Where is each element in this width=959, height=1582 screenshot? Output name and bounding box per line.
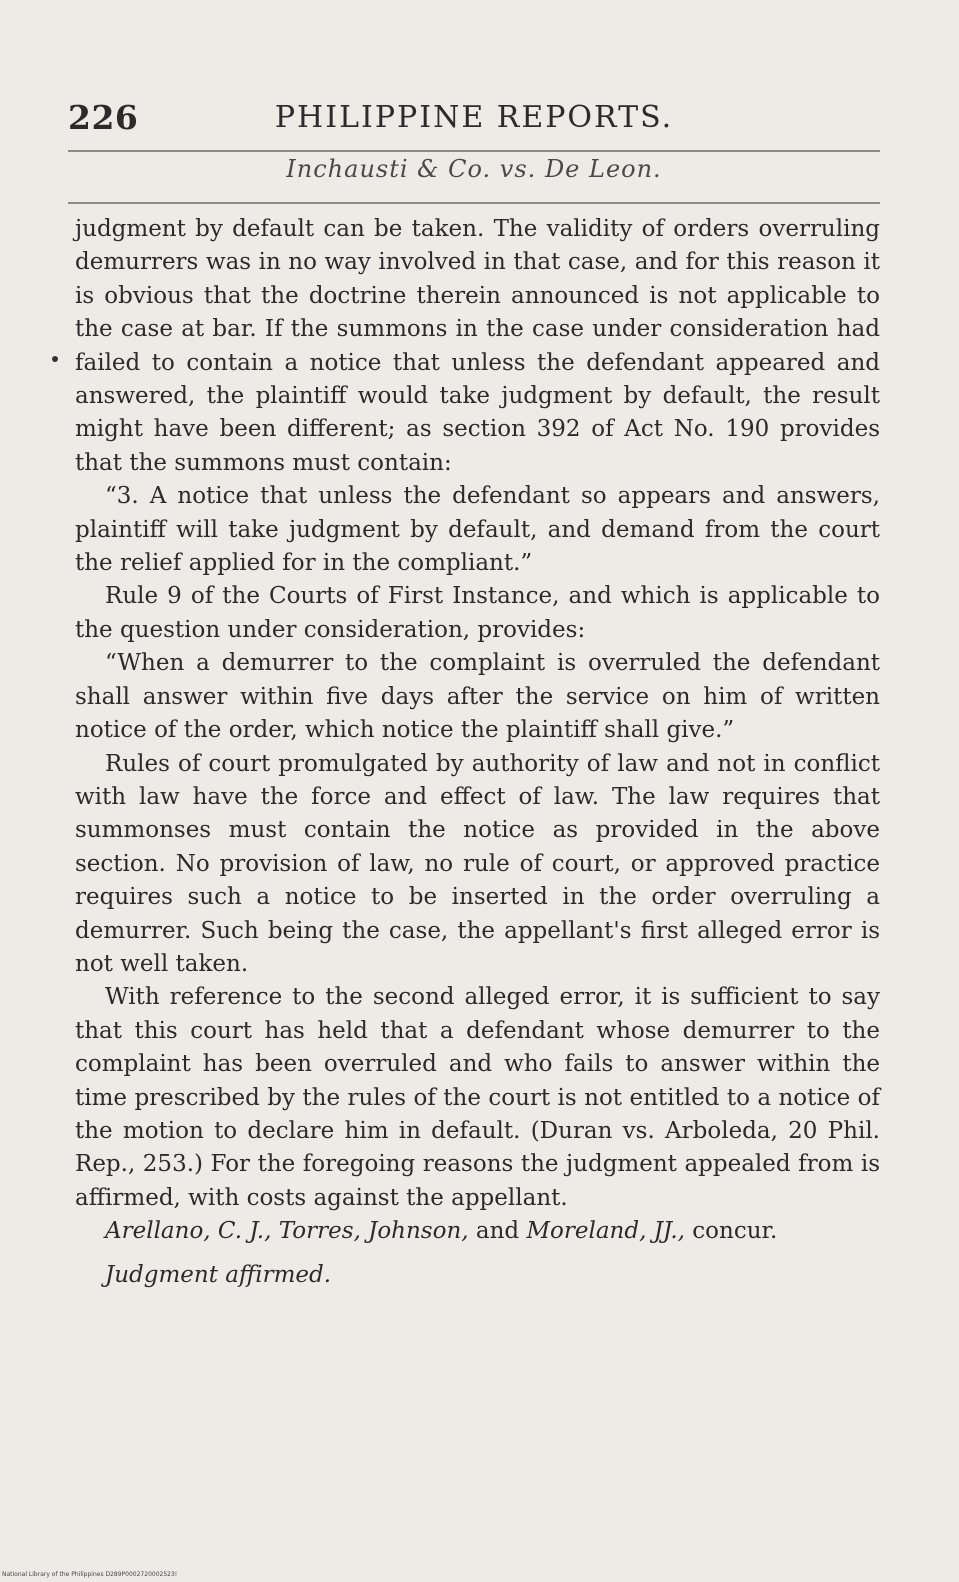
- margin-mark: [52, 356, 58, 362]
- scan-footer-note: National Library of the Philippines D289P0002720002523!: [2, 1571, 178, 1578]
- header-rule-top: [68, 150, 880, 152]
- page-number: 226: [68, 98, 139, 137]
- paragraph-continuation: judgment by default can be taken. The validity of orders overruling demurrers was in no way involved in that case, and for this reason it is obvious that the doctrine therein announced is not applicable to the case at bar. If the summons in the case under consideration had failed to contain a notice that unless the defendant appeared and answered, the plaintiff would take judgment by default, the result might have been different; as section 392 of Act No. 190 provides that the summons must contain:: [75, 216, 880, 476]
- header-rule-bottom: [68, 202, 880, 204]
- concurring-justice-last: Moreland, JJ.,: [526, 1218, 685, 1245]
- quoted-rule: “When a demurrer to the complaint is overruled the defendant shall answer within five days after the service on him of written notice of the order, which notice the plaintiff shall give.”: [75, 650, 880, 744]
- concur-and: and: [468, 1218, 527, 1245]
- concur-word: concur.: [692, 1218, 778, 1245]
- body-text: [75, 213, 880, 1292]
- quoted-statute: “3. A notice that unless the defendant so appears and answers, plaintiff will take judgment by default, and demand from the court the relief applied for in the compliant.”: [75, 483, 880, 577]
- running-title: PHILIPPINE REPORTS.: [274, 100, 674, 135]
- concurrence: [75, 1215, 880, 1248]
- paragraph-rules-of-court: Rules of court promulgated by authority of law and not in conflict with law have the force and effect of law. The law requires that summonses must contain the notice as provided in the above section. No provision of law, no rule of court, or approved practice requires such a notice to be inserted in the order overruling a demurrer. Such being the case, the appellant's first alleged error is not well taken.: [75, 750, 880, 977]
- page-header: [68, 90, 880, 150]
- paragraph-second-error: With reference to the second alleged error, it is sufficient to say that this court has held that a defendant whose demurrer to the complaint has been overruled and who fails to answer within the time prescribed by the rules of the court is not entitled to a notice of the motion to declare him in default. (Duran vs. Arboleda, 20 Phil. Rep., 253.) For the foregoing reasons the judgment appealed from is affirmed, with costs against the appellant.: [75, 984, 880, 1211]
- disposition: Judgment affirmed.: [105, 1261, 332, 1288]
- case-caption: Inchausti & Co. vs. De Leon.: [286, 155, 662, 183]
- concurring-justices: Arellano, C. J., Torres, Johnson,: [105, 1218, 469, 1245]
- paragraph-rule-9: Rule 9 of the Courts of First Instance, and which is applicable to the question under consideration, provides:: [75, 583, 880, 643]
